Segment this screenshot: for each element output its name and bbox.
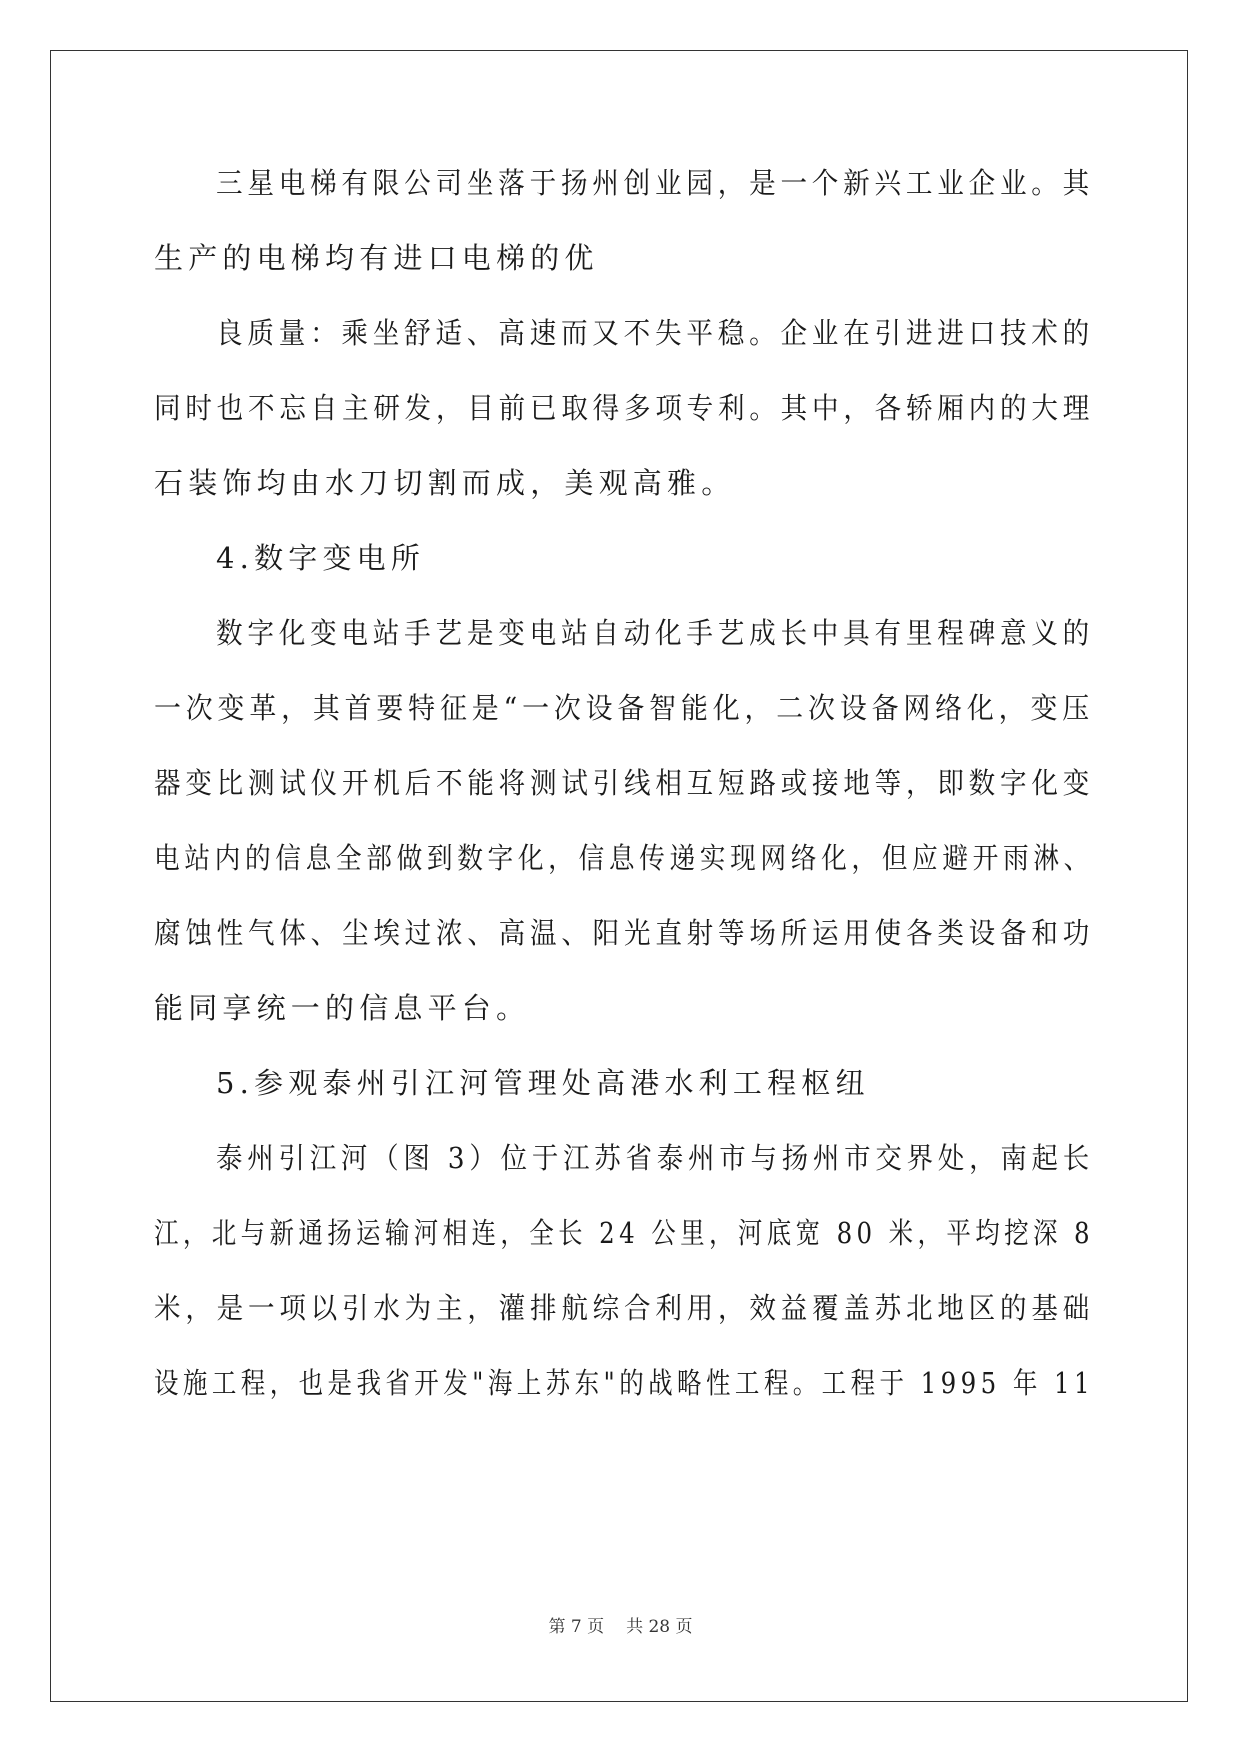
paragraph-line: 数字化变电站手艺是变电站自动化手艺成长中具有里程碑意义的	[216, 616, 1095, 650]
paragraph-line: 三星电梯有限公司坐落于扬州创业园，是一个新兴工业企业。其	[216, 166, 1095, 200]
paragraph-line: 江，北与新通扬运输河相连，全长 24 公里，河底宽 80 米，平均挖深 8	[154, 1216, 1095, 1250]
page-footer	[0, 1612, 1241, 1637]
paragraph-line: 电站内的信息全部做到数字化，信息传递实现网络化，但应避开雨淋、	[154, 841, 1094, 875]
page-total: 共 28 页	[626, 1617, 693, 1637]
section-heading: 4.数字变电所	[216, 541, 426, 575]
paragraph-line: 生产的电梯均有进口电梯的优	[154, 241, 599, 275]
paragraph-line: 设施工程，也是我省开发"海上苏东"的战略性工程。工程于 1995 年 11	[154, 1366, 1094, 1400]
paragraph-line: 石装饰均由水刀切割而成，美观高雅。	[154, 466, 736, 500]
paragraph-line: 一次变革，其首要特征是“一次设备智能化，二次设备网络化，变压	[154, 691, 1094, 725]
section-heading: 5.参观泰州引江河管理处高港水利工程枢纽	[216, 1066, 870, 1100]
paragraph-line: 米，是一项以引水为主，灌排航综合利用，效益覆盖苏北地区的基础	[154, 1291, 1095, 1325]
paragraph-line: 腐蚀性气体、尘埃过浓、高温、阳光直射等场所运用使各类设备和功	[154, 916, 1095, 950]
paragraph-line: 良质量：乘坐舒适、高速而又不失平稳。企业在引进进口技术的	[216, 316, 1095, 350]
paragraph-line: 泰州引江河（图 3）位于江苏省泰州市与扬州市交界处，南起长	[216, 1141, 1095, 1175]
paragraph-line: 能同享统一的信息平台。	[154, 991, 531, 1025]
paragraph-line: 同时也不忘自主研发，目前已取得多项专利。其中，各轿厢内的大理	[154, 391, 1095, 425]
paragraph-line: 器变比测试仪开机后不能将测试引线相互短路或接地等，即数字化变	[154, 766, 1095, 800]
page-number: 第 7 页	[548, 1617, 605, 1637]
